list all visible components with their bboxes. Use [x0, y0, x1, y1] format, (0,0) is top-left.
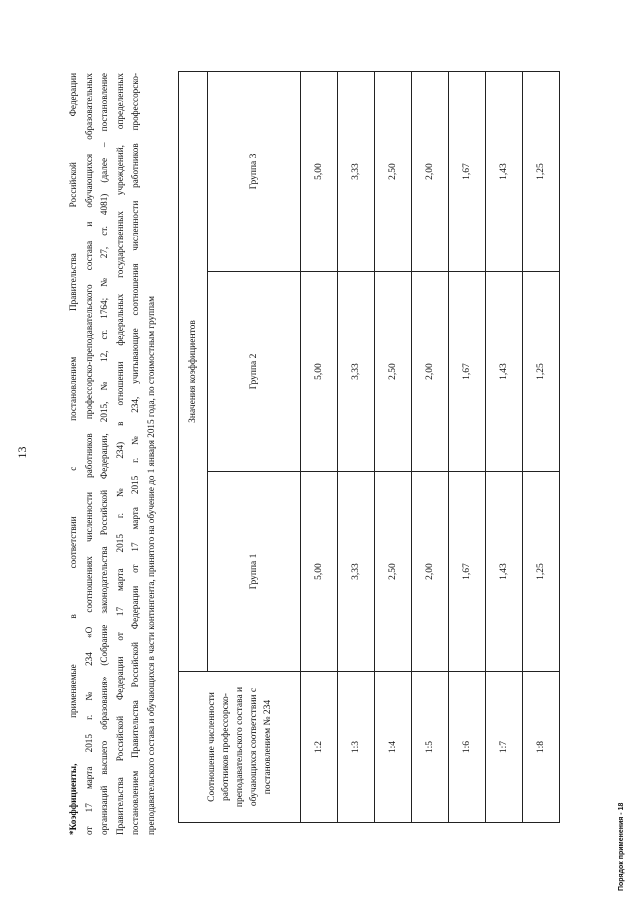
value-cell: 1,67 — [449, 272, 486, 472]
value-cell: 1,25 — [523, 472, 560, 672]
footer-label: Порядок применения - 18 — [618, 802, 625, 891]
table-row — [486, 72, 523, 823]
ratio-cell: 1:3 — [338, 672, 375, 823]
ratio-cell: 1:8 — [523, 672, 560, 823]
footnote-line: постановлением Правительства Российской Федерации от 17 марта 2015 г. № 234, учитывающие соотношения численности работников профессорско- — [130, 73, 141, 835]
ratio-cell: 1:4 — [375, 672, 412, 823]
value-cell: 3,33 — [338, 472, 375, 672]
footnote-line: организаций высшего образования» (Собрание законодательства Российской Федерации, 2015, № 12, ст. 1764; № 27, ст. 4081) (далее – постановление — [99, 73, 110, 835]
footnote-lead: *Коэффициенты, — [68, 763, 78, 835]
group-2-header: Группа 2 — [208, 272, 301, 472]
ratio-column-header: Соотношение численности работников профессорско-преподавательского состава и обучающихся соответствии с постановлением № 234 — [179, 672, 301, 823]
value-cell: 5,00 — [301, 72, 338, 272]
table-row — [338, 72, 375, 823]
footnote-line: *Коэффициенты, применяемые в соответствии с постановлением Правительства Российской Федерации — [68, 73, 78, 835]
value-cell: 1,43 — [486, 72, 523, 272]
value-cell: 2,00 — [412, 472, 449, 672]
value-cell: 2,50 — [375, 472, 412, 672]
coefficients-table — [178, 71, 560, 823]
value-cell: 3,33 — [338, 272, 375, 472]
table-header-row — [179, 72, 208, 823]
value-cell: 1,43 — [486, 472, 523, 672]
ratio-cell: 1:6 — [449, 672, 486, 823]
group-3-header: Группа 3 — [208, 72, 301, 272]
table-row — [375, 72, 412, 823]
table-row — [449, 72, 486, 823]
footnote-line: преподавательского состава и обучающихся в части контингента, принятого на обучение до 1 января 2015 года, по стоимостным группам — [145, 296, 156, 835]
values-column-header: Значения коэффициентов — [179, 72, 208, 672]
value-cell: 1,25 — [523, 272, 560, 472]
value-cell: 2,00 — [412, 72, 449, 272]
value-cell: 1,43 — [486, 272, 523, 472]
table-row — [412, 72, 449, 823]
value-cell: 1,25 — [523, 72, 560, 272]
ratio-cell: 1:5 — [412, 672, 449, 823]
value-cell: 1,67 — [449, 72, 486, 272]
page-number: 13 — [15, 446, 29, 459]
ratio-cell: 1:7 — [486, 672, 523, 823]
footnote-paragraph — [66, 73, 160, 835]
ratio-cell: 1:2 — [301, 672, 338, 823]
table-row — [523, 72, 560, 823]
group-1-header: Группа 1 — [208, 472, 301, 672]
value-cell: 2,00 — [412, 272, 449, 472]
value-cell: 2,50 — [375, 272, 412, 472]
footnote-line: Правительства Российской Федерации от 17 марта 2015 г. № 234) в отношении федеральных государственных учреждений, определенных — [114, 73, 125, 835]
value-cell: 5,00 — [301, 472, 338, 672]
value-cell: 2,50 — [375, 72, 412, 272]
value-cell: 5,00 — [301, 272, 338, 472]
footnote-line: от 17 марта 2015 г. № 234 «О соотношениях численности работников профессорско-преподавательского состава и обучающихся образовательных — [83, 73, 94, 835]
value-cell: 1,67 — [449, 472, 486, 672]
table-row — [301, 72, 338, 823]
value-cell: 3,33 — [338, 72, 375, 272]
